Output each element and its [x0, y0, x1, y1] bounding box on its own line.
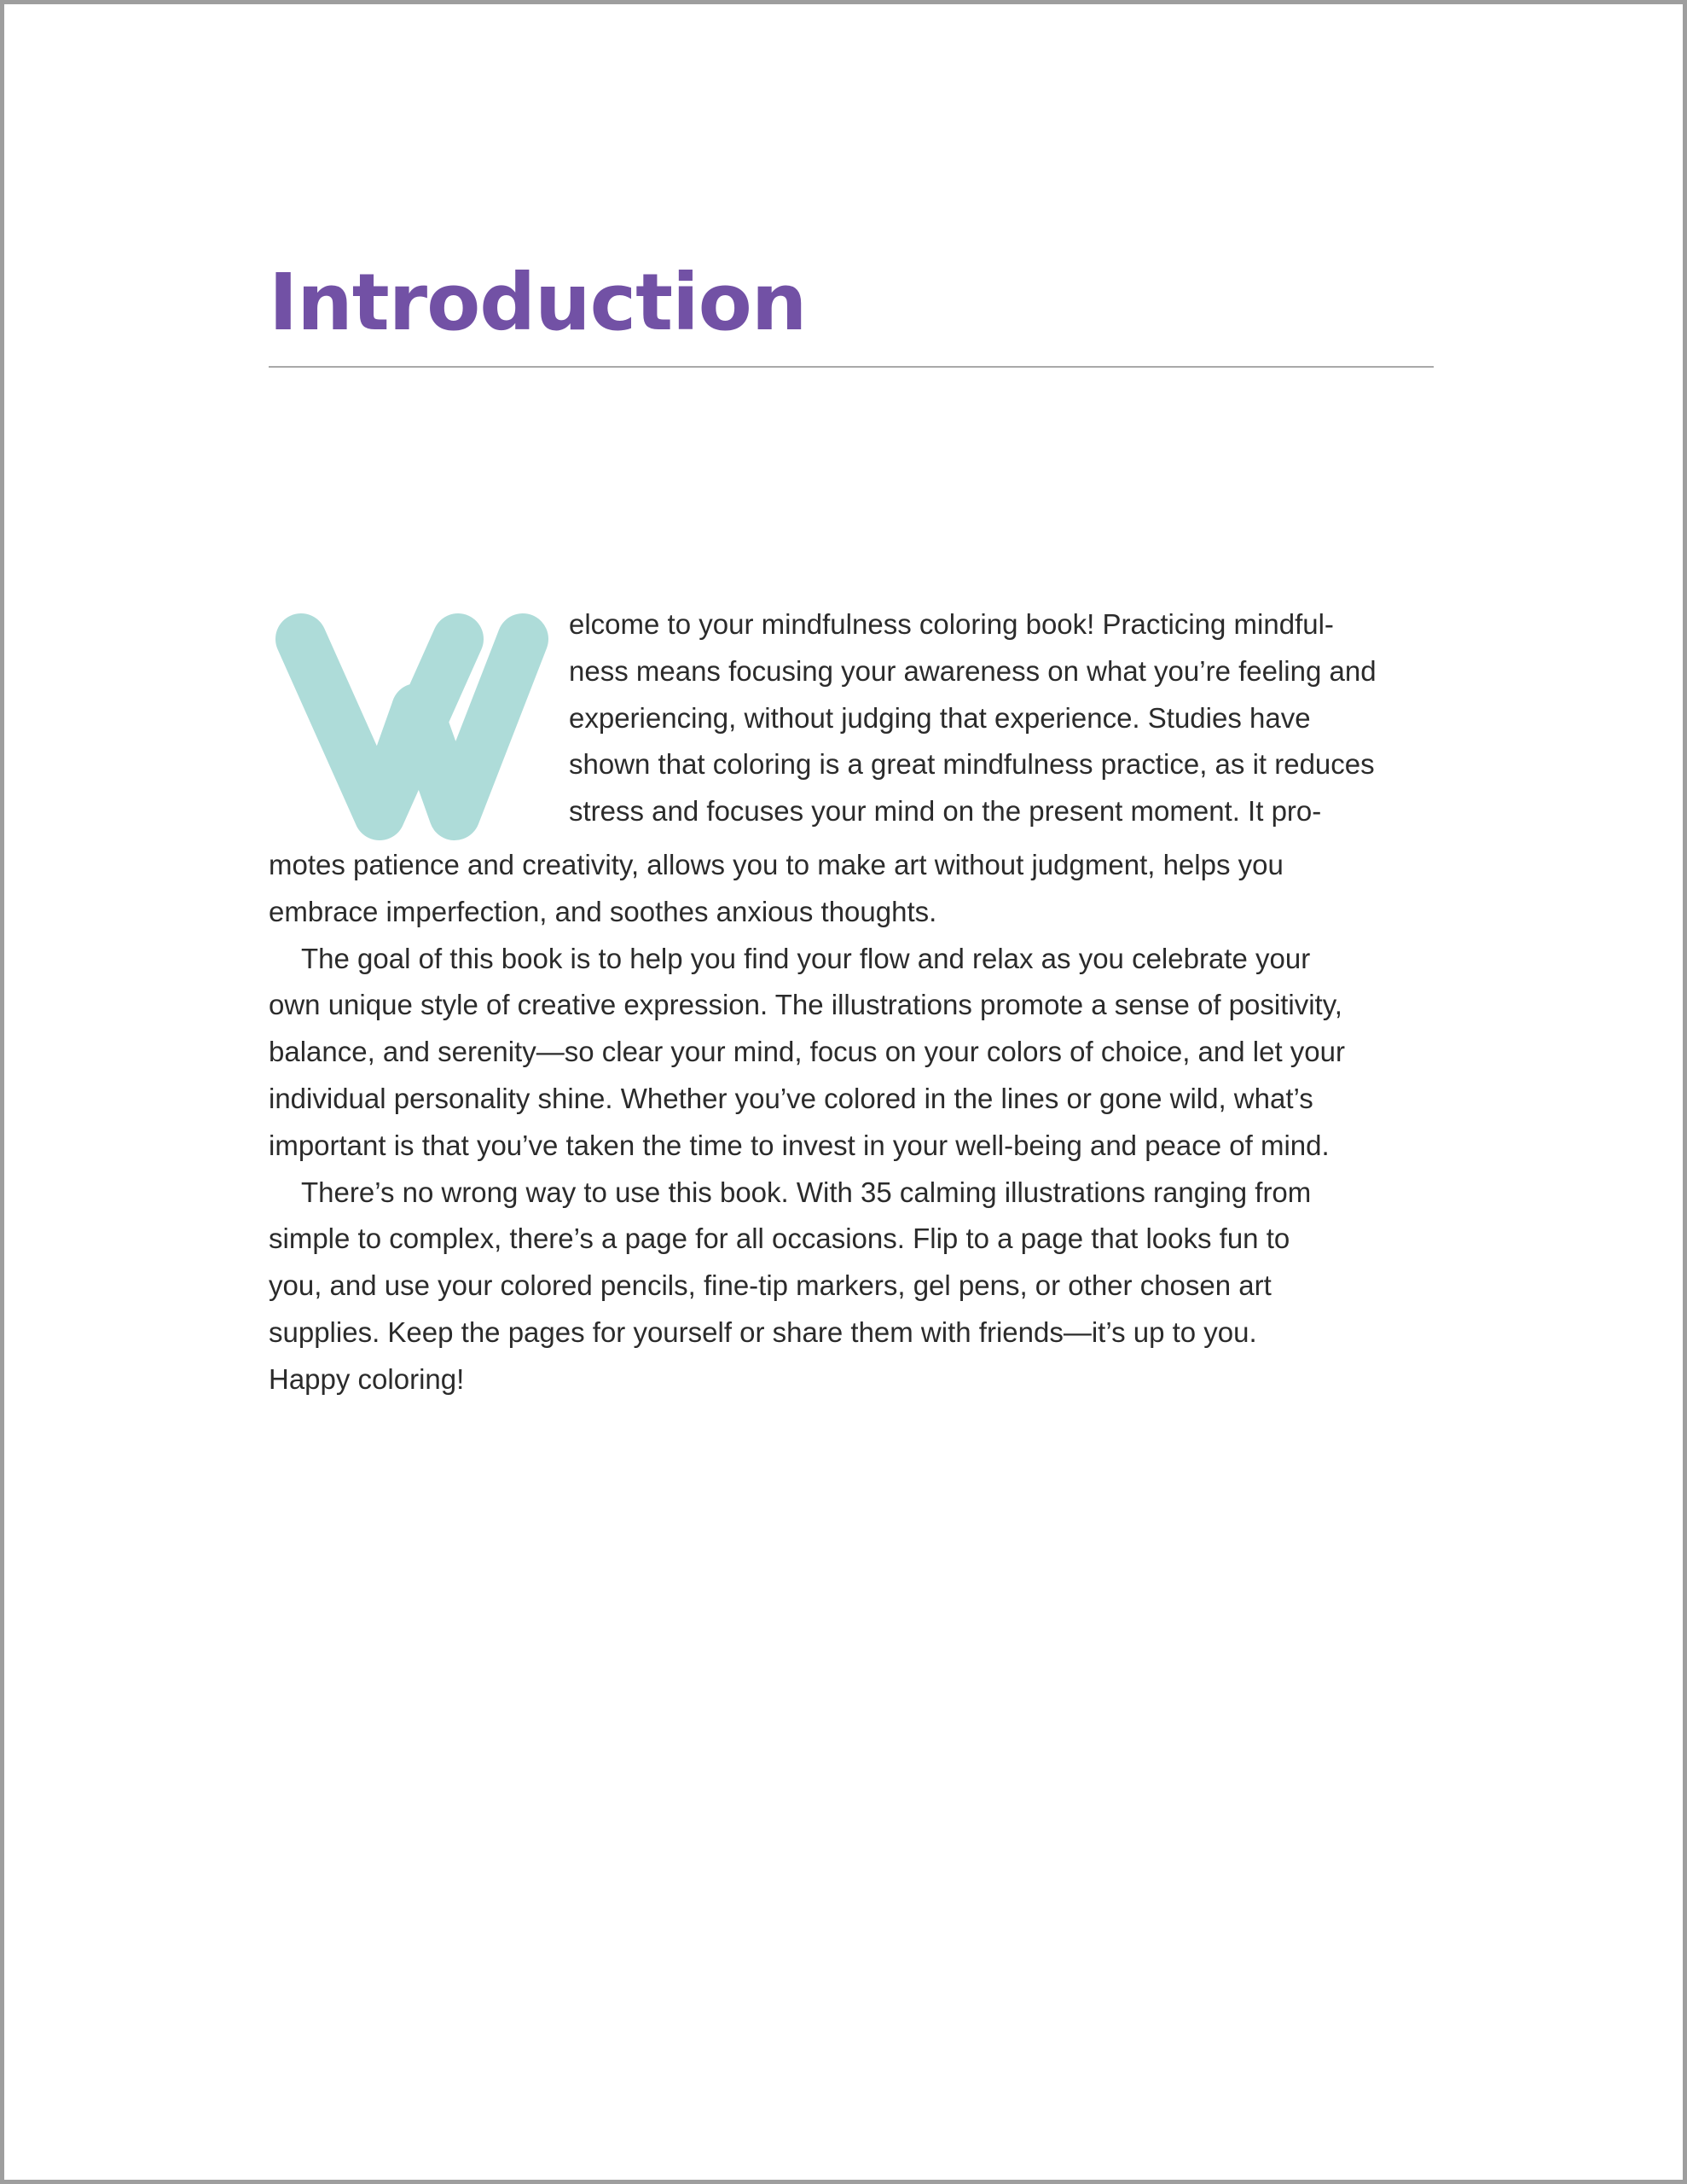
- paragraph-2-line-1: The goal of this book is to help you find your flow and relax as you celebrate your: [301, 942, 1311, 974]
- paragraph-1-line-3: experiencing, without judging that experience. Studies have: [569, 701, 1311, 734]
- paragraph-3-line-4: supplies. Keep the pages for yourself or share them with friends—it’s up to you.: [269, 1316, 1257, 1348]
- dropcap-w: [269, 613, 554, 842]
- paragraph-1-line-1: elcome to your mindfulness coloring book! Practicing mindful-: [569, 608, 1334, 640]
- paragraph-2-line-3: balance, and serenity—so clear your mind, focus on your colors of choice, and let your: [269, 1036, 1345, 1068]
- paragraph-3-line-3: you, and use your colored pencils, fine-tip markers, gel pens, or other chosen art: [269, 1269, 1272, 1302]
- paragraph-1-line-7: embrace imperfection, and soothes anxious thoughts.: [269, 895, 937, 927]
- paragraph-1: [269, 601, 1434, 936]
- paragraph-2-line-2: own unique style of creative expression. The illustrations promote a sense of positivity,: [269, 989, 1342, 1021]
- page-content: [269, 257, 1434, 1395]
- paragraph-3: [269, 1170, 1434, 1403]
- paragraph-3-line-2: simple to complex, there’s a page for all occasions. Flip to a page that looks fun to: [269, 1223, 1290, 1255]
- paragraph-3-line-5: Happy coloring!: [269, 1362, 465, 1395]
- paragraph-2: [269, 936, 1434, 1170]
- paragraph-1-line-2: ness means focusing your awareness on what you’re feeling and: [569, 654, 1377, 687]
- paragraph-1-line-4: shown that coloring is a great mindfulness practice, as it reduces: [569, 748, 1375, 781]
- paragraph-2-line-5: important is that you’ve taken the time to invest in your well-being and peace of mind.: [269, 1129, 1330, 1161]
- paragraph-1-line-6: motes patience and creativity, allows you to make art without judgment, helps you: [269, 849, 1284, 880]
- paragraph-2-line-4: individual personality shine. Whether you’ve colored in the lines or gone wild, what’s: [269, 1082, 1313, 1114]
- title-divider: [269, 366, 1434, 368]
- page-title: Introduction: [269, 257, 807, 348]
- body-text: [269, 601, 1434, 1403]
- paragraph-1-line-5: stress and focuses your mind on the present moment. It pro-: [569, 795, 1322, 828]
- paragraph-3-line-1: There’s no wrong way to use this book. With 35 calming illustrations ranging from: [301, 1176, 1312, 1208]
